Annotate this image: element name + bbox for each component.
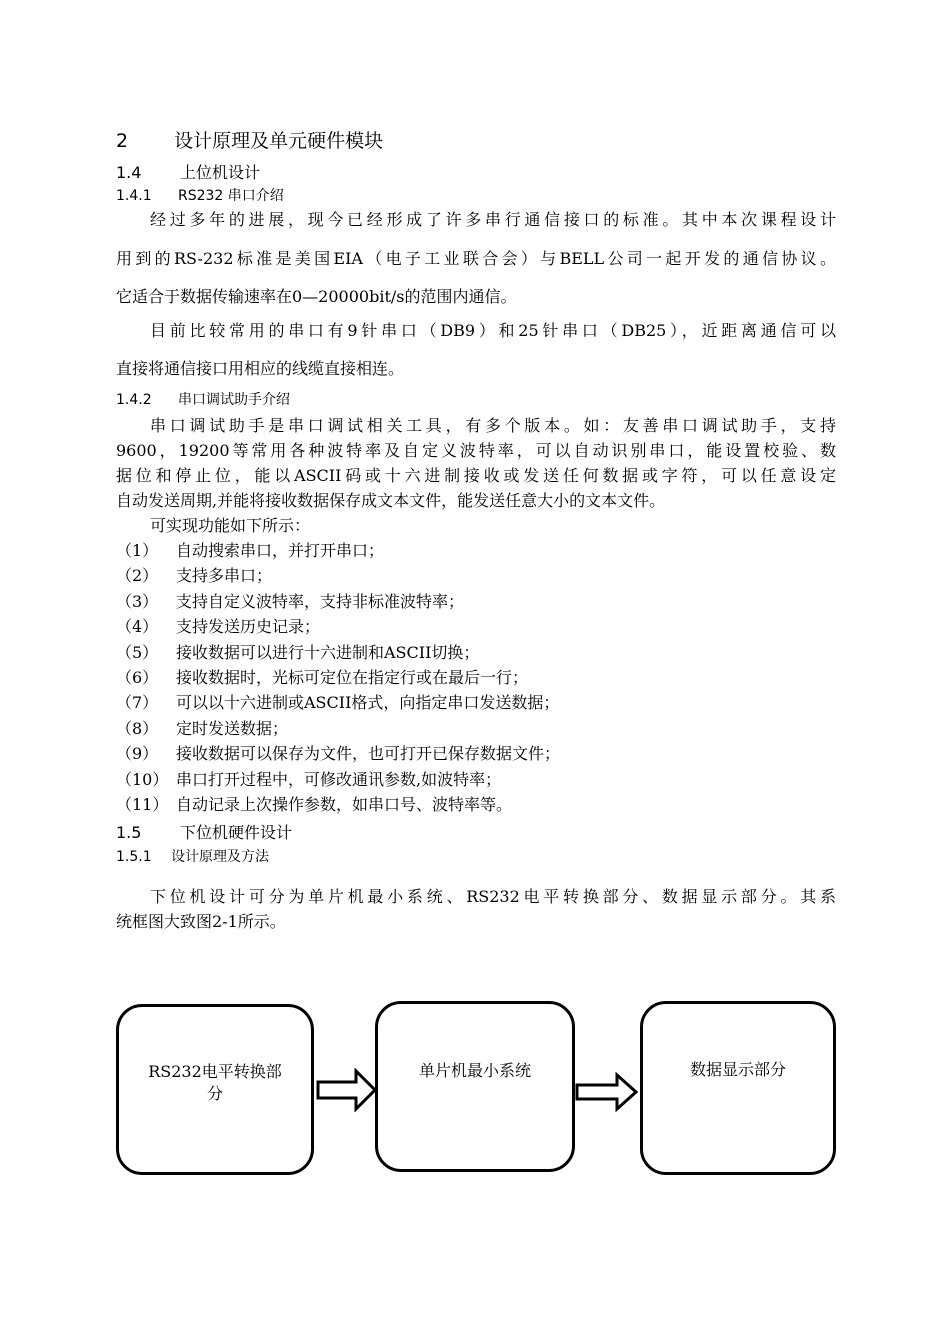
paragraph-line <box>116 438 836 461</box>
list-text: 接收数据可以保存为文件，也可打开已保存数据文件； <box>176 744 561 764</box>
paragraph-line: 直接将通信接口用相应的线缆直接相连。 <box>116 359 405 378</box>
list-number: （7） <box>116 693 159 713</box>
paragraph-line <box>116 463 836 486</box>
list-number: （6） <box>116 668 159 688</box>
text-line: 经过多年的进展，现今已经形成了许多串行通信接口的标准。其中本次课程设计 <box>150 210 836 229</box>
paragraph-line <box>116 246 836 269</box>
section-heading-1-5-1 <box>116 846 269 866</box>
list-item <box>116 614 560 639</box>
list-number: （11） <box>116 795 169 815</box>
list-intro: 可实现功能如下所示： <box>150 516 311 535</box>
arrow-right-icon <box>316 1068 378 1112</box>
section-number: 1.4 <box>116 163 142 182</box>
section-number: 2 <box>116 130 129 152</box>
section-title: 下位机硬件设计 <box>180 823 293 842</box>
section-number: 1.4.2 <box>116 392 152 408</box>
section-title: 设计原理及单元硬件模块 <box>174 130 384 152</box>
paragraph-line: 统框图大致图2-1所示。 <box>116 912 286 931</box>
text-line: 据位和停止位，能以ASCII码或十六进制接收或发送任何数据或字符，可以任意设定 <box>116 466 836 485</box>
paragraph-line <box>150 413 836 436</box>
list-text: 自动搜索串口，并打开串口； <box>176 541 385 560</box>
section-title: RS232 串口介绍 <box>178 188 284 204</box>
text-line: 下位机设计可分为单片机最小系统、RS232电平转换部分、数据显示部分。其系 <box>150 887 836 906</box>
list-number: （10） <box>116 769 169 789</box>
list-text: 定时发送数据； <box>176 718 289 738</box>
section-heading-2 <box>116 126 383 153</box>
list-item <box>116 767 560 792</box>
text-line: 目前比较常用的串口有9针串口（DB9）和25针串口（DB25），近距离通信可以 <box>150 321 836 340</box>
section-number: 1.4.1 <box>116 188 152 204</box>
list-number: （9） <box>116 744 159 764</box>
list-text: 接收数据可以进行十六进制和ASCII切换； <box>176 642 480 662</box>
list-text: 支持多串口； <box>176 566 273 586</box>
list-item <box>116 563 560 588</box>
section-title: 设计原理及方法 <box>171 849 269 865</box>
list-item <box>116 640 560 665</box>
list-text: 自动记录上次操作参数，如串口号、波特率等。 <box>176 795 513 815</box>
list-item <box>116 665 560 690</box>
box-label: 分 <box>206 1084 223 1103</box>
paragraph-line <box>150 318 836 341</box>
diagram-box-mcu <box>375 1001 575 1172</box>
section-title: 串口调试助手介绍 <box>178 392 290 408</box>
list-number: （2） <box>116 566 159 586</box>
section-heading-1-5 <box>116 820 292 843</box>
list-text: 接收数据时，光标可定位在指定行或在最后一行； <box>176 668 529 688</box>
paragraph-line: 自动发送周期,并能将接收数据保存成文本文件，能发送任意大小的文本文件。 <box>116 491 666 510</box>
list-number: （1） <box>116 541 159 560</box>
diagram-box-display <box>640 1001 836 1175</box>
list-text: 支持自定义波特率，支持非标准波特率； <box>176 591 465 611</box>
paragraph-line: 它适合于数据传输速率在0—20000bit/s的范围内通信。 <box>116 287 517 306</box>
section-heading-1-4-2 <box>116 389 290 409</box>
feature-list <box>116 538 560 817</box>
list-item <box>116 741 560 766</box>
section-number: 1.5 <box>116 823 142 842</box>
box-label: RS232电平转换部 <box>148 1062 282 1081</box>
list-text: 支持发送历史记录； <box>176 617 321 637</box>
list-number: （8） <box>116 718 159 738</box>
arrow-right-icon <box>575 1072 639 1112</box>
list-item <box>116 690 560 715</box>
box-label: 单片机最小系统 <box>418 1061 531 1080</box>
section-number: 1.5.1 <box>116 849 152 865</box>
paragraph-line <box>150 884 836 907</box>
list-item <box>116 538 560 563</box>
list-item <box>116 716 560 741</box>
text-line: 用到的RS-232标准是美国EIA（电子工业联合会）与BELL公司一起开发的通信协议。 <box>116 249 836 268</box>
list-text: 串口打开过程中，可修改通讯参数,如波特率； <box>176 769 502 789</box>
list-item <box>116 792 560 817</box>
box-label: 数据显示部分 <box>689 1060 786 1079</box>
section-heading-1-4 <box>116 160 260 183</box>
list-text: 可以以十六进制或ASCII格式，向指定串口发送数据； <box>176 693 560 713</box>
diagram-box-rs232 <box>116 1004 314 1175</box>
text-line: 串口调试助手是串口调试相关工具，有多个版本。如：友善串口调试助手，支持 <box>150 416 836 435</box>
paragraph-line <box>150 207 836 230</box>
list-number: （5） <box>116 642 159 662</box>
list-item <box>116 589 560 614</box>
text-line: 9600，19200等常用各种波特率及自定义波特率，可以自动识别串口，能设置校验、数 <box>116 441 836 460</box>
section-heading-1-4-1 <box>116 185 284 205</box>
list-number: （4） <box>116 617 159 637</box>
section-title: 上位机设计 <box>180 163 261 182</box>
list-number: （3） <box>116 591 159 611</box>
